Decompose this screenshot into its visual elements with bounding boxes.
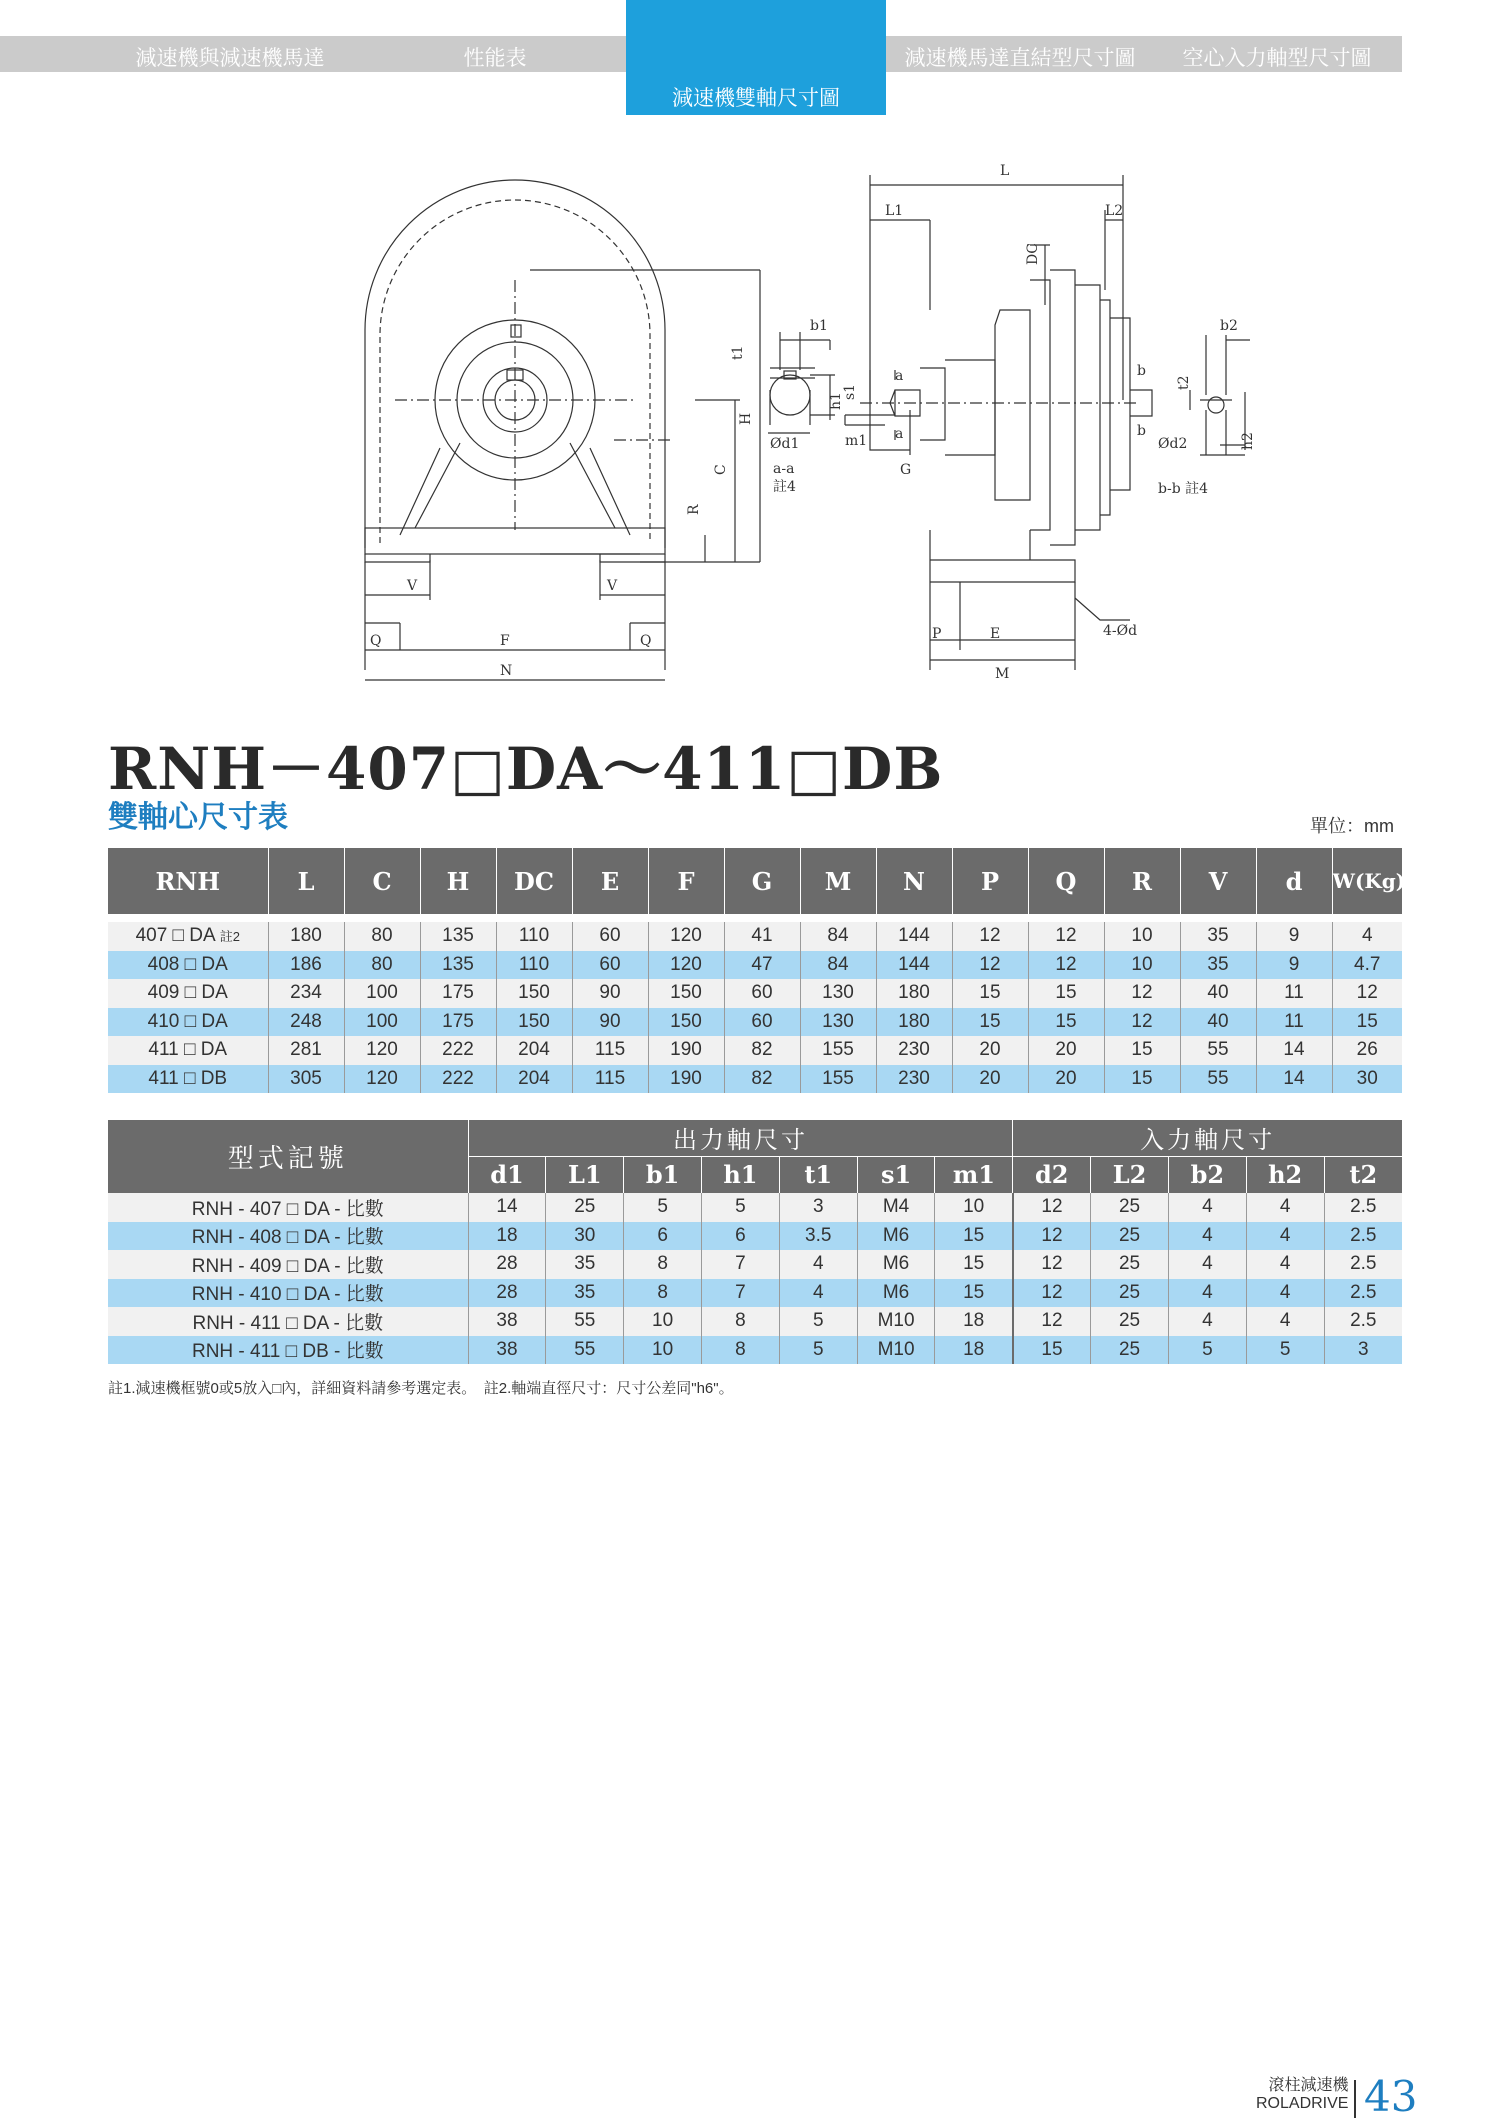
- table-cell: 15: [952, 1008, 1028, 1037]
- table-cell: 180: [268, 922, 344, 951]
- footer-brand: [1256, 2077, 1348, 2113]
- table-row: [108, 1336, 1402, 1365]
- col-header-H: H: [420, 848, 496, 914]
- col-header-V: V: [1180, 848, 1256, 914]
- table-cell: 190: [648, 1065, 724, 1094]
- table-cell: 12: [952, 922, 1028, 951]
- col-header-DC: DC: [496, 848, 572, 914]
- table-cell: 14: [468, 1193, 546, 1222]
- col-header-M: M: [800, 848, 876, 914]
- dimension-table-header: [108, 848, 1402, 914]
- label-DC: DC: [1025, 243, 1041, 265]
- table-cell: 7: [702, 1250, 780, 1279]
- model-cell: RNH - 407 □ DA - 比數: [108, 1193, 468, 1222]
- label-d1: Ød1: [770, 436, 800, 452]
- tab-direct-coupled-dimensions[interactable]: 減速機馬達直結型尺寸圖: [904, 46, 1136, 70]
- table-cell: 8: [702, 1307, 780, 1336]
- table-cell: 10: [935, 1193, 1013, 1222]
- label-a-bottom: a: [895, 426, 904, 442]
- table-cell: 234: [268, 979, 344, 1008]
- table-cell: 90: [572, 979, 648, 1008]
- table-cell: 4: [1168, 1250, 1246, 1279]
- table-cell: 38: [468, 1307, 546, 1336]
- label-L1: L1: [885, 203, 904, 219]
- table-cell: 12: [1013, 1193, 1091, 1222]
- table-cell: 281: [268, 1036, 344, 1065]
- label-G: G: [900, 462, 912, 478]
- table-cell: 55: [546, 1336, 624, 1365]
- table-cell: 55: [546, 1307, 624, 1336]
- table-cell: 15: [935, 1279, 1013, 1308]
- table-cell: 4: [1168, 1279, 1246, 1308]
- footnote: 註1.減速機框號0或5放入□內，詳細資料請參考選定表。 註2.軸端直徑尺寸：尺寸公差同"h6"。: [108, 1380, 734, 1397]
- label-a-a: a-a: [773, 461, 795, 477]
- table-cell: 25: [1091, 1222, 1169, 1251]
- col-header-L: L: [268, 848, 344, 914]
- table-cell: 40: [1180, 979, 1256, 1008]
- table-cell: 130: [800, 1008, 876, 1037]
- table-cell: 6: [624, 1222, 702, 1251]
- table-cell: 305: [268, 1065, 344, 1094]
- table-cell: 8: [624, 1279, 702, 1308]
- label-Q-left: Q: [370, 633, 382, 649]
- label-note4-a: 註4: [773, 479, 796, 495]
- label-t1: t1: [730, 345, 746, 360]
- table-cell: M4: [857, 1193, 935, 1222]
- front-view: [365, 180, 760, 680]
- col-header-d1: d1: [468, 1156, 546, 1193]
- table-cell: 25: [1091, 1250, 1169, 1279]
- table-cell: 5: [1246, 1336, 1324, 1365]
- table-cell: 204: [496, 1065, 572, 1094]
- shaft-dimension-table: [108, 1120, 1402, 1364]
- col-header-L1: L1: [546, 1156, 624, 1193]
- label-V-left: V: [407, 578, 418, 594]
- col-header-E: E: [572, 848, 648, 914]
- table-cell: 6: [702, 1222, 780, 1251]
- table-cell: 25: [1091, 1307, 1169, 1336]
- table-cell: 14: [1256, 1065, 1332, 1094]
- col-header-model: 型式記號: [108, 1120, 468, 1193]
- table-cell: 150: [648, 1008, 724, 1037]
- table-row: [108, 1036, 1402, 1065]
- table-cell: 155: [800, 1065, 876, 1094]
- table-cell: 130: [800, 979, 876, 1008]
- table-cell: 84: [800, 922, 876, 951]
- table-cell: M10: [857, 1336, 935, 1365]
- table-cell: 26: [1332, 1036, 1402, 1065]
- label-L2: L2: [1105, 203, 1124, 219]
- table-cell: 15: [935, 1250, 1013, 1279]
- table-cell: 4: [1168, 1222, 1246, 1251]
- table-cell: 14: [1256, 1036, 1332, 1065]
- table-cell: 5: [624, 1193, 702, 1222]
- tab-reducer-motor[interactable]: 減速機與減速機馬達: [135, 46, 325, 70]
- table-cell: 8: [624, 1250, 702, 1279]
- table-cell: 15: [935, 1222, 1013, 1251]
- table-cell: 155: [800, 1036, 876, 1065]
- page-title: RNH－407□DA～411□DB: [108, 735, 944, 803]
- label-N: N: [500, 663, 513, 679]
- table-row: [108, 979, 1402, 1008]
- table-cell: 135: [420, 951, 496, 980]
- model-cell: [108, 1065, 268, 1094]
- table-cell: 38: [468, 1336, 546, 1365]
- col-header-m1: m1: [935, 1156, 1013, 1193]
- model-cell: RNH - 411 □ DB - 比數: [108, 1336, 468, 1365]
- table-cell: 150: [496, 1008, 572, 1037]
- table-cell: 35: [546, 1279, 624, 1308]
- group-header-output: 出力軸尺寸: [468, 1120, 1013, 1156]
- table-cell: 15: [1104, 1036, 1180, 1065]
- model-cell: [108, 922, 268, 951]
- col-header-P: P: [952, 848, 1028, 914]
- section-a-a: [768, 332, 835, 433]
- table-row: [108, 1193, 1402, 1222]
- table-cell: 60: [572, 951, 648, 980]
- table-cell: 12: [1104, 979, 1180, 1008]
- table-cell: 28: [468, 1279, 546, 1308]
- col-header-t1: t1: [779, 1156, 857, 1193]
- table-cell: 28: [468, 1250, 546, 1279]
- table-cell: 90: [572, 1008, 648, 1037]
- table-cell: 2.5: [1324, 1222, 1402, 1251]
- table-cell: 190: [648, 1036, 724, 1065]
- table-row: [108, 951, 1402, 980]
- col-header-R: R: [1104, 848, 1180, 914]
- table-cell: 12: [1028, 922, 1104, 951]
- table-cell: 4: [1168, 1307, 1246, 1336]
- table-cell: 10: [1104, 922, 1180, 951]
- table-cell: 180: [876, 1008, 952, 1037]
- label-m1: m1: [845, 433, 868, 449]
- table-cell: 5: [779, 1336, 857, 1365]
- dimension-table: [108, 848, 1406, 1093]
- table-cell: 82: [724, 1036, 800, 1065]
- model-cell: [108, 951, 268, 980]
- table-cell: 84: [800, 951, 876, 980]
- label-s1: s1: [842, 383, 858, 400]
- col-header-N: N: [876, 848, 952, 914]
- table-cell: 60: [724, 979, 800, 1008]
- table-cell: 18: [935, 1336, 1013, 1365]
- model-label: 411 □ DA: [148, 1039, 228, 1061]
- table-cell: 4: [1246, 1222, 1324, 1251]
- tab-double-shaft-dimensions[interactable]: 減速機雙軸尺寸圖: [626, 0, 886, 115]
- tab-performance[interactable]: 性能表: [463, 46, 527, 70]
- table-cell: 12: [1013, 1307, 1091, 1336]
- table-cell: 25: [1091, 1336, 1169, 1365]
- label-C: C: [713, 464, 729, 475]
- table-cell: M6: [857, 1250, 935, 1279]
- table-cell: 150: [648, 979, 724, 1008]
- col-header-s1: s1: [857, 1156, 935, 1193]
- table-cell: 120: [648, 922, 724, 951]
- col-header-RNH: RNH: [108, 848, 268, 914]
- table-cell: M10: [857, 1307, 935, 1336]
- tab-hollow-input-dimensions[interactable]: 空心入力軸型尺寸圖: [1182, 46, 1372, 70]
- footer-brand-cn: 滾柱減速機: [1268, 2077, 1349, 2094]
- side-view: [845, 175, 1152, 670]
- table-cell: 55: [1180, 1065, 1256, 1094]
- model-cell: RNH - 411 □ DA - 比數: [108, 1307, 468, 1336]
- label-R: R: [686, 504, 702, 515]
- table-row: [108, 922, 1402, 951]
- label-P: P: [932, 626, 942, 642]
- model-cell: [108, 1036, 268, 1065]
- table-cell: 25: [1091, 1193, 1169, 1222]
- label-h1: h1: [828, 392, 844, 410]
- model-label: 408 □ DA: [147, 953, 228, 975]
- label-4-d: 4-Ød: [1103, 623, 1138, 639]
- table-cell: 135: [420, 922, 496, 951]
- model-label: 410 □ DA: [147, 1010, 228, 1032]
- label-b1: b1: [810, 318, 828, 334]
- table-row: [108, 1222, 1402, 1251]
- table-cell: 175: [420, 1008, 496, 1037]
- table-row: [108, 1279, 1402, 1308]
- table-cell: 120: [344, 1036, 420, 1065]
- col-header-h1: h1: [702, 1156, 780, 1193]
- col-header-F: F: [648, 848, 724, 914]
- model-label: 411 □ DB: [148, 1067, 228, 1089]
- table-cell: 80: [344, 951, 420, 980]
- table-cell: 5: [779, 1307, 857, 1336]
- table-cell: 20: [1028, 1036, 1104, 1065]
- table-cell: 8: [702, 1336, 780, 1365]
- table-cell: 175: [420, 979, 496, 1008]
- table-cell: 2.5: [1324, 1279, 1402, 1308]
- table-cell: 40: [1180, 1008, 1256, 1037]
- table-cell: 2.5: [1324, 1307, 1402, 1336]
- table-cell: 100: [344, 979, 420, 1008]
- table-cell: 12: [1013, 1250, 1091, 1279]
- table-cell: 110: [496, 922, 572, 951]
- label-E: E: [990, 626, 1001, 642]
- table-cell: 12: [952, 951, 1028, 980]
- table-cell: 3.5: [779, 1222, 857, 1251]
- table-cell: 15: [1104, 1065, 1180, 1094]
- table-cell: 18: [468, 1222, 546, 1251]
- table-cell: 15: [1028, 1008, 1104, 1037]
- table-cell: 20: [952, 1036, 1028, 1065]
- table-cell: 230: [876, 1065, 952, 1094]
- table-cell: 4: [1332, 922, 1402, 951]
- table-cell: 82: [724, 1065, 800, 1094]
- table-cell: 144: [876, 922, 952, 951]
- label-a-top: a: [895, 368, 904, 384]
- table-cell: 15: [1013, 1336, 1091, 1365]
- table-cell: 115: [572, 1036, 648, 1065]
- shaft-table-body: [108, 1193, 1402, 1364]
- page-number: 43: [1364, 2072, 1418, 2121]
- table-cell: 55: [1180, 1036, 1256, 1065]
- unit-label: 單位：mm: [1310, 816, 1394, 836]
- col-header-b2: b2: [1168, 1156, 1246, 1193]
- label-h2: h2: [1240, 432, 1256, 450]
- table-cell: 100: [344, 1008, 420, 1037]
- table-cell: 4: [1246, 1307, 1324, 1336]
- table-cell: 3: [779, 1193, 857, 1222]
- table-cell: M6: [857, 1279, 935, 1308]
- label-V-right: V: [607, 578, 618, 594]
- table-cell: 11: [1256, 979, 1332, 1008]
- table-cell: 5: [702, 1193, 780, 1222]
- col-header-Q: Q: [1028, 848, 1104, 914]
- group-header-input: 入力軸尺寸: [1013, 1120, 1402, 1156]
- footer-brand-en: ROLADRIVE: [1256, 2095, 1349, 2112]
- table-cell: 10: [1104, 951, 1180, 980]
- table-cell: 11: [1256, 1008, 1332, 1037]
- table-cell: 15: [1028, 979, 1104, 1008]
- table-cell: 186: [268, 951, 344, 980]
- label-d2: Ød2: [1158, 436, 1188, 452]
- table-cell: 110: [496, 951, 572, 980]
- table-cell: 2.5: [1324, 1193, 1402, 1222]
- label-F: F: [500, 633, 510, 649]
- table-cell: M6: [857, 1222, 935, 1251]
- table-cell: 25: [1091, 1279, 1169, 1308]
- table-cell: 204: [496, 1036, 572, 1065]
- table-cell: 80: [344, 922, 420, 951]
- top-nav: [0, 36, 1402, 110]
- model-label: 409 □ DA: [147, 982, 228, 1004]
- table-cell: 15: [952, 979, 1028, 1008]
- table-cell: 35: [1180, 951, 1256, 980]
- table-cell: 4: [779, 1279, 857, 1308]
- table-cell: 25: [546, 1193, 624, 1222]
- model-label: 407 □ DA: [135, 925, 216, 947]
- col-header-h2: h2: [1246, 1156, 1324, 1193]
- page-subtitle: 雙軸心尺寸表: [108, 800, 288, 835]
- front-view-labels: [370, 413, 754, 679]
- table-cell: 248: [268, 1008, 344, 1037]
- col-header-G: G: [724, 848, 800, 914]
- label-L: L: [1000, 163, 1010, 179]
- label-M: M: [995, 666, 1010, 682]
- table-cell: 222: [420, 1065, 496, 1094]
- table-cell: 30: [1332, 1065, 1402, 1094]
- label-Q-right: Q: [640, 633, 652, 649]
- table-cell: 30: [546, 1222, 624, 1251]
- table-cell: 47: [724, 951, 800, 980]
- model-cell: RNH - 410 □ DA - 比數: [108, 1279, 468, 1308]
- model-cell: [108, 1008, 268, 1037]
- label-b-bottom: b: [1137, 423, 1146, 439]
- col-header-d: d: [1256, 848, 1332, 914]
- footer-divider: [1354, 2080, 1356, 2118]
- label-b-top: b: [1137, 363, 1146, 379]
- table-cell: 35: [1180, 922, 1256, 951]
- dimension-drawing: [340, 163, 1420, 690]
- table-cell: 4: [1246, 1193, 1324, 1222]
- col-header-d2: d2: [1013, 1156, 1091, 1193]
- col-header-L2: L2: [1091, 1156, 1169, 1193]
- table-cell: 60: [572, 922, 648, 951]
- table-row: [108, 1307, 1402, 1336]
- table-cell: 9: [1256, 951, 1332, 980]
- table-cell: 4: [1168, 1193, 1246, 1222]
- dimension-table-body: [108, 914, 1402, 1093]
- table-row: [108, 1250, 1402, 1279]
- table-cell: 2.5: [1324, 1250, 1402, 1279]
- table-cell: 9: [1256, 922, 1332, 951]
- table-cell: 230: [876, 1036, 952, 1065]
- table-cell: 15: [1332, 1008, 1402, 1037]
- table-cell: 4.7: [1332, 951, 1402, 980]
- table-cell: 222: [420, 1036, 496, 1065]
- table-cell: 35: [546, 1250, 624, 1279]
- col-header-C: C: [344, 848, 420, 914]
- table-cell: 144: [876, 951, 952, 980]
- model-note: 註2: [219, 929, 240, 945]
- table-cell: 20: [1028, 1065, 1104, 1094]
- table-cell: 41: [724, 922, 800, 951]
- table-row: [108, 1008, 1402, 1037]
- table-cell: 150: [496, 979, 572, 1008]
- label-b-b: b-b 註4: [1158, 481, 1209, 497]
- table-cell: 180: [876, 979, 952, 1008]
- table-cell: 120: [344, 1065, 420, 1094]
- label-t2: t2: [1176, 375, 1192, 390]
- label-b2: b2: [1220, 318, 1238, 334]
- table-cell: 12: [1028, 951, 1104, 980]
- table-cell: 12: [1332, 979, 1402, 1008]
- col-header-t2: t2: [1324, 1156, 1402, 1193]
- table-cell: 4: [779, 1250, 857, 1279]
- table-cell: 12: [1104, 1008, 1180, 1037]
- table-cell: 5: [1168, 1336, 1246, 1365]
- model-cell: [108, 979, 268, 1008]
- table-cell: 4: [1246, 1250, 1324, 1279]
- label-H: H: [738, 412, 754, 425]
- table-cell: 7: [702, 1279, 780, 1308]
- table-cell: 10: [624, 1307, 702, 1336]
- table-cell: 3: [1324, 1336, 1402, 1365]
- table-cell: 12: [1013, 1279, 1091, 1308]
- table-cell: 20: [952, 1065, 1028, 1094]
- table-cell: 120: [648, 951, 724, 980]
- table-cell: 60: [724, 1008, 800, 1037]
- model-cell: RNH - 408 □ DA - 比數: [108, 1222, 468, 1251]
- table-cell: 4: [1246, 1279, 1324, 1308]
- model-cell: RNH - 409 □ DA - 比數: [108, 1250, 468, 1279]
- col-header-weight: W(Kg): [1332, 848, 1402, 914]
- table-cell: 18: [935, 1307, 1013, 1336]
- table-row: [108, 1065, 1402, 1094]
- col-header-b1: b1: [624, 1156, 702, 1193]
- table-cell: 115: [572, 1065, 648, 1094]
- table-cell: 12: [1013, 1222, 1091, 1251]
- table-cell: 10: [624, 1336, 702, 1365]
